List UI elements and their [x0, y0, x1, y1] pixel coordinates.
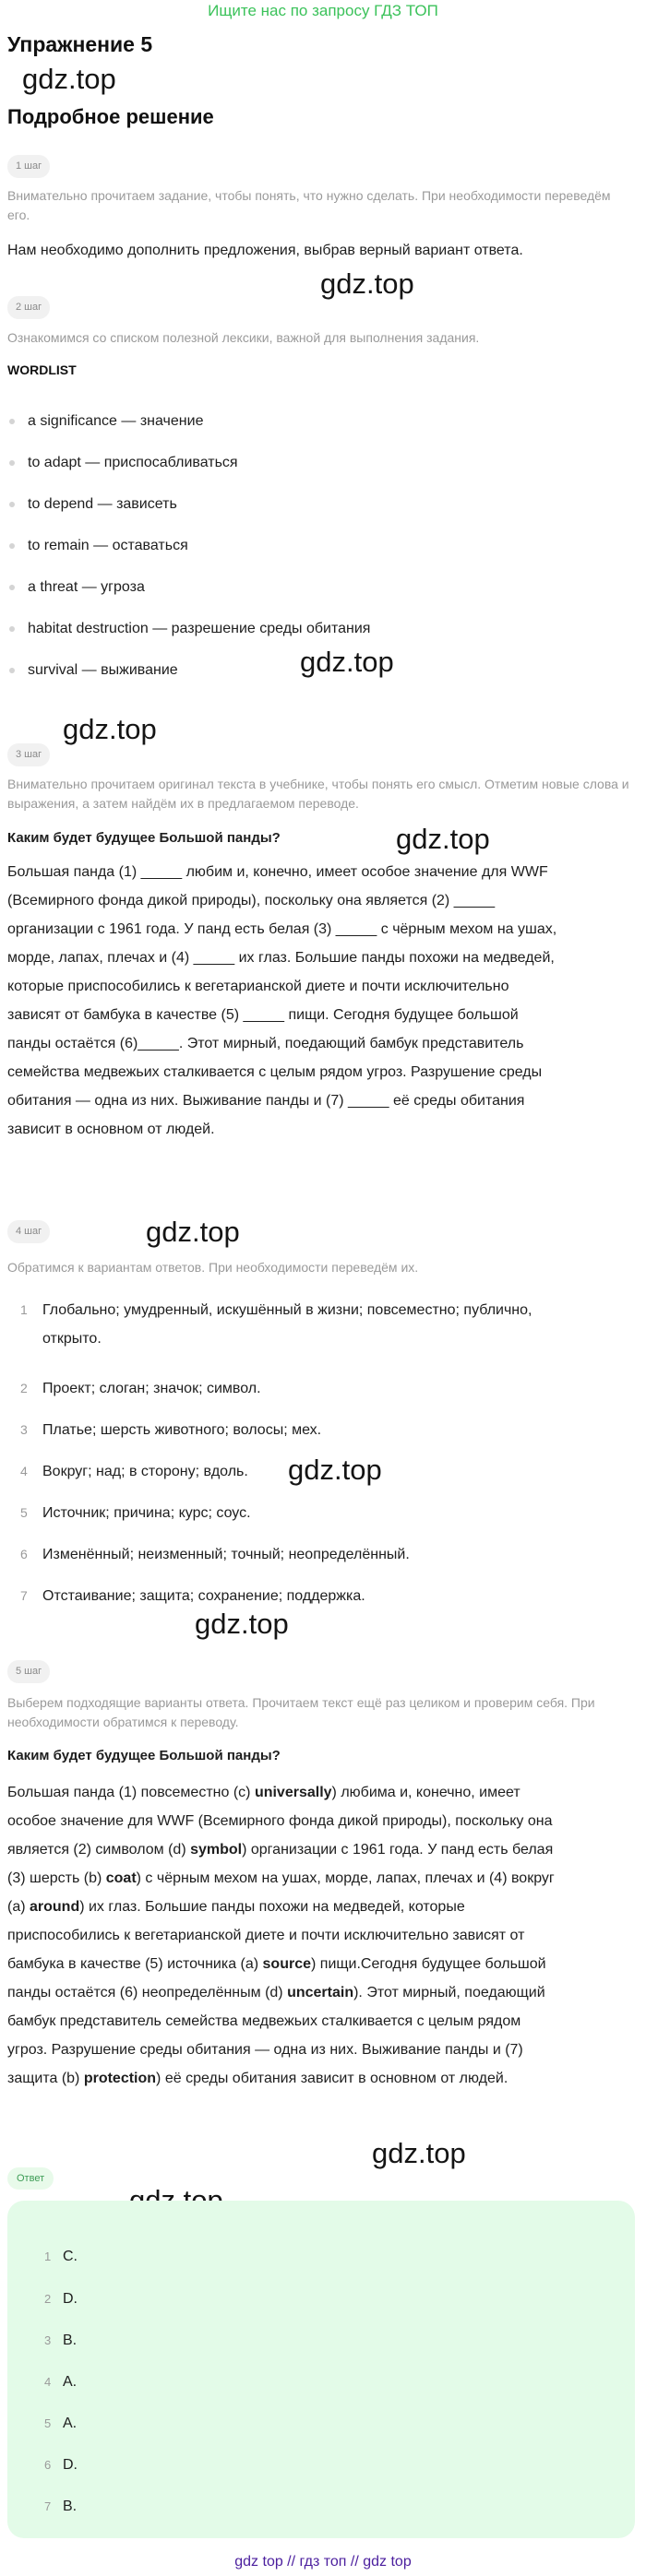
text-line — [7, 2036, 633, 2064]
text-line — [7, 1893, 633, 1921]
text-line: которые приспособились к вегетарианской диете и почти исключительно — [7, 979, 509, 994]
text-segment: угроз. Разрушение среды обитания — одна из них. Выживание панды и (7) — [7, 2042, 523, 2058]
option-number: 6 — [20, 1547, 28, 1561]
option-text: Отстаивание; защита; сохранение; поддержка. — [42, 1588, 365, 1604]
answer-box — [7, 2201, 635, 2538]
step-text: Нам необходимо дополнить предложения, выбрав верный вариант ответа. — [7, 243, 523, 258]
step-hint: Внимательно прочитаем оригинал текста в учебнике, чтобы понять его смысл. Отметим новые слова и выражения, а затем найдём их в предлагаемом переводе. — [7, 777, 629, 811]
answer-badge: Ответ — [7, 2167, 54, 2190]
watermark: gdz.top — [195, 1608, 289, 1640]
answer-value: D. — [63, 2457, 78, 2473]
text-segment: ) её среды обитания зависит в основном от людей. — [156, 2071, 508, 2086]
text-line: обитания — одна из них. Выживание панды и (7) _____ её среды обитания — [7, 1093, 525, 1109]
answer-value: A. — [63, 2374, 78, 2390]
watermark: gdz.top — [396, 823, 490, 855]
answer-word: uncertain — [287, 1985, 354, 2000]
option-text: Платье; шерсть животного; волосы; мех. — [42, 1422, 322, 1438]
text-segment: бамбук представитель семейства медвежьих сталкивается с целым рядом — [7, 2013, 521, 2029]
option-line: открыто. — [42, 1331, 102, 1347]
solution-subtitle: Подробное решение — [7, 105, 214, 128]
text-segment: ) их глаз. Большие панды похожи на медведей, которые — [79, 1899, 465, 1915]
answer-value: C. — [63, 2249, 78, 2264]
answer-word: protection — [83, 2071, 157, 2086]
footer-links[interactable]: gdz top // гдз топ // gdz top — [234, 2554, 412, 2570]
text-segment: ) любима и, конечно, имеет — [331, 1785, 520, 1800]
text-line: (Всемирного фонда дикой природы), поскольку она является (2) _____ — [7, 893, 496, 908]
answer-number: 6 — [44, 2458, 52, 2472]
text-line — [7, 1978, 633, 2007]
answer-number: 2 — [44, 2292, 52, 2306]
exercise-title: Упражнение 5 — [7, 32, 153, 56]
watermark: gdz.top — [63, 713, 157, 745]
text-segment: ) организации с 1961 года. У панд есть белая — [242, 1842, 554, 1858]
answer-number: 3 — [44, 2333, 52, 2347]
text-line: Большая панда (1) _____ любим и, конечно, имеет особое значение для WWF — [7, 864, 548, 880]
answer-word: universally — [254, 1785, 332, 1800]
text-segment: панды остаётся (6) неопределённым (d) — [7, 1985, 288, 2000]
step-hint: Ознакомимся со списком полезной лексики, важной для выполнения задания. — [7, 330, 480, 345]
original-text — [7, 858, 633, 1144]
step-badge: 4 шаг — [7, 1220, 50, 1243]
text-line — [7, 1807, 633, 1835]
step-badge: 1 шаг — [7, 155, 50, 178]
step-hint: Внимательно прочитаем задание, чтобы понять, что нужно сделать. При необходимости переведём его. — [7, 188, 611, 222]
option-text — [42, 1296, 624, 1353]
step-badge: 3 шаг — [7, 743, 50, 766]
step-badge: 5 шаг — [7, 1660, 50, 1683]
text-line: зависит в основном от людей. — [7, 1122, 215, 1137]
text-line — [7, 2064, 633, 2093]
answer-value: D. — [63, 2291, 78, 2307]
option-number: 1 — [20, 1302, 28, 1317]
step-badge: 2 шаг — [7, 296, 50, 319]
text-segment: бамбука в качестве (5) источника (a) — [7, 1956, 263, 1972]
answer-word: coat — [105, 1870, 137, 1886]
watermark: gdz.top — [22, 63, 116, 95]
watermark: gdz.top — [146, 1216, 240, 1248]
text-segment: ) с чёрным мехом на ушах, морде, лапах, плечах и (4) вокруг — [136, 1870, 555, 1886]
text-segment: (3) шерсть (b) — [7, 1870, 106, 1886]
option-text: Изменённый; неизменный; точный; неопределённый. — [42, 1547, 410, 1562]
text-segment: (a) — [7, 1899, 30, 1915]
wordlist-heading: WORDLIST — [7, 362, 77, 377]
watermark: gdz.top — [300, 646, 394, 678]
wordlist-item: to remain — оставаться — [28, 536, 188, 556]
text-line — [7, 2007, 633, 2036]
option-number: 4 — [20, 1464, 28, 1478]
answer-number: 4 — [44, 2375, 52, 2389]
text-segment: приспособились к вегетарианской диете и почти исключительно зависят от — [7, 1928, 525, 1943]
option-number: 5 — [20, 1505, 28, 1520]
answer-value: B. — [63, 2499, 78, 2514]
answer-word: symbol — [190, 1842, 243, 1858]
watermark: gdz.top — [320, 267, 414, 300]
text-line: морде, лапах, плечах и (4) _____ их глаз. Большие панды похожи на медведей, — [7, 950, 555, 966]
text-line: организации с 1961 года. У панд есть белая (3) _____ с чёрным мехом на ушах, — [7, 921, 557, 937]
answer-number: 7 — [44, 2499, 52, 2513]
wordlist-item: a significance — значение — [28, 411, 203, 432]
text-line: панды остаётся (6)_____. Этот мирный, поедающий бамбук представитель — [7, 1036, 524, 1051]
text-segment: защита (b) — [7, 2071, 84, 2086]
text-line — [7, 1835, 633, 1864]
final-text — [7, 1778, 633, 2093]
text-question: Каким будет будущее Большой панды? — [7, 1748, 281, 1763]
text-line: зависят от бамбука в качестве (5) _____ пищи. Сегодня будущее большой — [7, 1007, 519, 1023]
answer-value: A. — [63, 2416, 78, 2431]
option-number: 3 — [20, 1422, 28, 1437]
wordlist-item: a threat — угроза — [28, 577, 145, 598]
step-hint: Обратимся к вариантам ответов. При необходимости переведём их. — [7, 1260, 419, 1275]
text-segment: является (2) символом (d) — [7, 1842, 191, 1858]
step-hint: Выберем подходящие варианты ответа. Прочитаем текст ещё раз целиком и проверим себя. При необходимости обратимся к переводу. — [7, 1695, 595, 1729]
option-number: 7 — [20, 1588, 28, 1603]
option-text: Источник; причина; курс; соус. — [42, 1505, 251, 1521]
answer-number: 1 — [44, 2250, 52, 2263]
watermark: gdz.top — [372, 2137, 466, 2169]
text-line — [7, 1950, 633, 1978]
text-segment: Большая панда (1) повсеместно (c) — [7, 1785, 255, 1800]
wordlist-item: to adapt — приспосабливаться — [28, 453, 238, 473]
text-line — [7, 1921, 633, 1950]
text-line: семейства медвежьих сталкивается с целым рядом угроз. Разрушение среды — [7, 1064, 543, 1080]
answer-number: 5 — [44, 2416, 52, 2430]
text-question: Каким будет будущее Большой панды? — [7, 830, 281, 846]
text-line — [7, 1778, 633, 1807]
text-segment: ) пищи.Сегодня будущее большой — [311, 1956, 546, 1972]
option-text: Вокруг; над; в сторону; вдоль. — [42, 1464, 248, 1479]
answer-value: B. — [63, 2333, 78, 2348]
text-segment: ). Этот мирный, поедающий — [353, 1985, 545, 2000]
search-banner: Ищите нас по запросу ГДЗ ТОП — [208, 2, 438, 19]
answer-word: source — [262, 1956, 311, 1972]
watermark: gdz.top — [288, 1454, 382, 1486]
option-line: Глобально; умудренный, искушённый в жизни; повсеместно; публично, — [42, 1302, 532, 1318]
option-text: Проект; слоган; значок; символ. — [42, 1381, 261, 1396]
wordlist-item: to depend — зависеть — [28, 494, 177, 515]
option-number: 2 — [20, 1381, 28, 1395]
text-segment: особое значение для WWF (Всемирного фонда дикой природы), поскольку она — [7, 1813, 553, 1829]
text-line — [7, 1864, 633, 1893]
wordlist-item: habitat destruction — разрешение среды обитания — [28, 619, 370, 639]
wordlist-item: survival — выживание — [28, 660, 178, 681]
answer-word: around — [30, 1899, 80, 1915]
